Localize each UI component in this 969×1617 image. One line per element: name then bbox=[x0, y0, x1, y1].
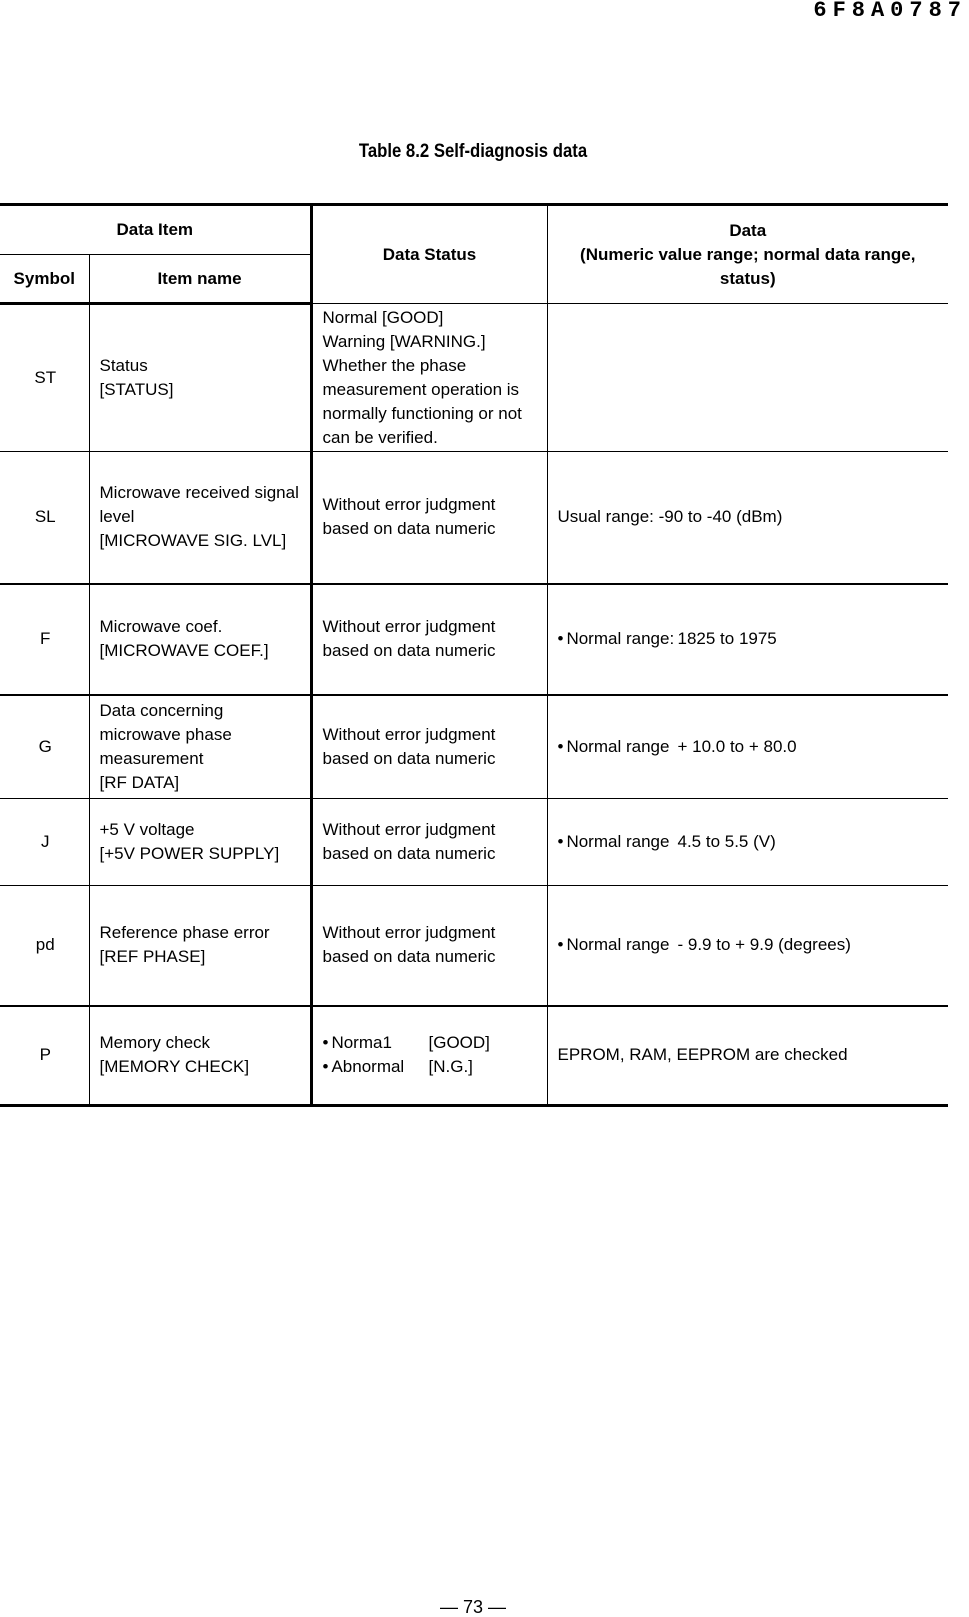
row-status bbox=[311, 695, 547, 799]
header-data-item: Data Item bbox=[0, 205, 311, 255]
table-row bbox=[0, 799, 948, 886]
normal-range-label: • Normal range: bbox=[558, 627, 678, 651]
normal-range-label: • Normal range bbox=[558, 933, 678, 957]
normal-range-value: 1825 to 1975 bbox=[677, 629, 777, 648]
status-text: Normal [GOOD] Warning [WARNING.] Whether the phase measurement operation is normally functioning or not can be verified. bbox=[322, 307, 522, 447]
row-status bbox=[311, 799, 547, 886]
row-item-name bbox=[89, 584, 311, 695]
self-diagnosis-table bbox=[0, 203, 948, 1107]
status-text: Without error judgment based on data numeric bbox=[322, 820, 496, 863]
row-symbol: pd bbox=[0, 886, 89, 1006]
status-item-value: [N.G.] bbox=[428, 1057, 473, 1077]
row-data: Usual range: -90 to -40 (dBm) bbox=[547, 452, 948, 584]
normal-range-value: 4.5 to 5.5 (V) bbox=[677, 832, 776, 851]
row-symbol: F bbox=[0, 584, 89, 695]
item-name-text: Microwave coef. [MICROWAVE COEF.] bbox=[99, 617, 269, 660]
page-number: — 73 — bbox=[439, 1597, 507, 1617]
row-symbol: SL bbox=[0, 452, 89, 584]
document-number: 6F8A0787 bbox=[813, 0, 967, 23]
table-row bbox=[0, 304, 948, 452]
header-data-status: Data Status bbox=[311, 205, 547, 304]
row-status bbox=[311, 452, 547, 584]
status-text: Without error judgment based on data numeric bbox=[322, 617, 496, 660]
header-symbol: Symbol bbox=[0, 255, 89, 304]
status-item-abnormal bbox=[323, 1055, 539, 1079]
status-item-label: • Abnormal bbox=[323, 1055, 429, 1079]
normal-range bbox=[558, 735, 941, 759]
table-row bbox=[0, 886, 948, 1006]
row-item-name bbox=[89, 695, 311, 799]
row-data: EPROM, RAM, EEPROM are checked bbox=[547, 1006, 948, 1106]
status-item-normal bbox=[323, 1031, 539, 1055]
table-row bbox=[0, 584, 948, 695]
normal-range-label: • Normal range bbox=[558, 830, 678, 854]
row-status bbox=[311, 886, 547, 1006]
status-text: Without error judgment based on data numeric bbox=[322, 724, 496, 768]
item-name-text: Microwave received signal level [MICROWAVE SIG. LVL] bbox=[99, 483, 299, 551]
row-symbol: J bbox=[0, 799, 89, 886]
row-data bbox=[547, 886, 948, 1006]
normal-range bbox=[558, 933, 941, 957]
table-title: Table 8.2 Self-diagnosis data bbox=[358, 141, 588, 162]
row-item-name bbox=[89, 304, 311, 452]
normal-range bbox=[558, 830, 941, 854]
row-status bbox=[311, 1006, 547, 1106]
normal-range-value: + 10.0 to + 80.0 bbox=[677, 736, 797, 756]
status-text: Without error judgment based on data numeric bbox=[322, 495, 496, 539]
table-row bbox=[0, 1006, 948, 1106]
item-name-text: +5 V voltage [+5V POWER SUPPLY] bbox=[99, 820, 280, 863]
row-item-name bbox=[89, 1006, 311, 1106]
item-name-text: Memory check [MEMORY CHECK] bbox=[99, 1033, 250, 1077]
status-item-label: • Norma1 bbox=[323, 1031, 429, 1055]
header-data-text: Data (Numeric value range; normal data range, status) bbox=[580, 220, 916, 288]
row-item-name bbox=[89, 452, 311, 584]
status-item-value: [GOOD] bbox=[428, 1033, 490, 1053]
row-symbol: ST bbox=[0, 304, 89, 452]
row-data bbox=[547, 584, 948, 695]
normal-range bbox=[558, 627, 941, 651]
row-item-name bbox=[89, 886, 311, 1006]
row-symbol: P bbox=[0, 1006, 89, 1106]
item-name-text: Reference phase error [REF PHASE] bbox=[99, 923, 270, 967]
row-status bbox=[311, 304, 547, 452]
row-item-name bbox=[89, 799, 311, 886]
row-data bbox=[547, 695, 948, 799]
row-symbol: G bbox=[0, 695, 89, 799]
row-status bbox=[311, 584, 547, 695]
row-data bbox=[547, 799, 948, 886]
item-name-text: Data concerning microwave phase measurement [RF DATA] bbox=[99, 700, 232, 792]
table-row bbox=[0, 695, 948, 799]
normal-range-label: • Normal range bbox=[558, 735, 678, 759]
status-text: Without error judgment based on data numeric bbox=[322, 923, 496, 967]
header-item-name: Item name bbox=[89, 255, 311, 304]
item-name-text: Status [STATUS] bbox=[99, 356, 174, 399]
table-row bbox=[0, 452, 948, 584]
row-data bbox=[547, 304, 948, 452]
normal-range-value: - 9.9 to + 9.9 (degrees) bbox=[677, 935, 851, 955]
header-data bbox=[547, 205, 948, 304]
